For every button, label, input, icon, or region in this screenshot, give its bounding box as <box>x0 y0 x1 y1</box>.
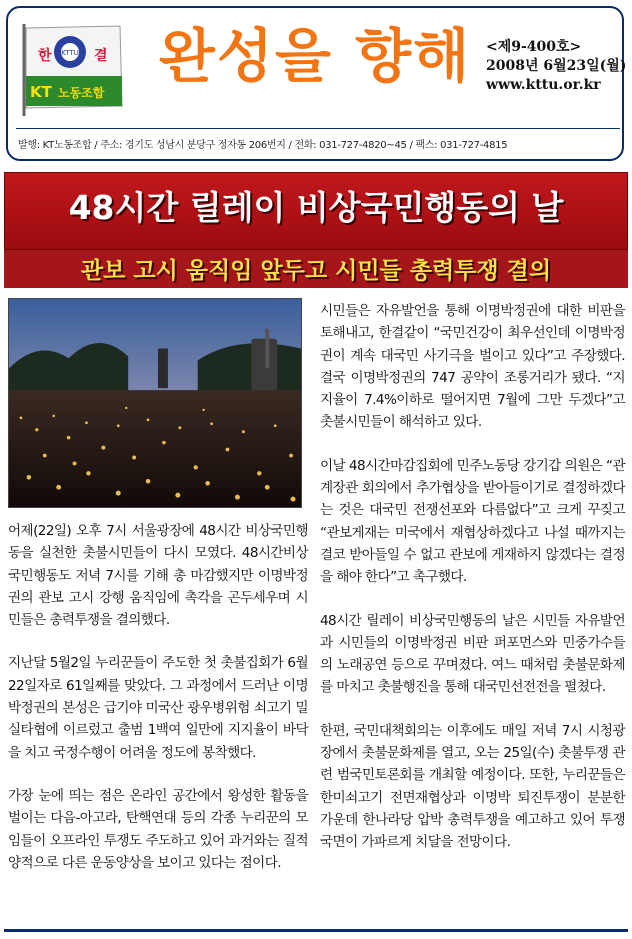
article-paragraph: 어제(22일) 오후 7시 서울광장에 48시간 비상국민행동을 실천한 촛불시민들이 다시 모였다. 48시간비상국민행동도 저녁 7시를 기해 총 마감했지만 이명박정권의 관보 고시 강행 움직임에 촉각을 곤두세우며 시민들은 총력투쟁을 결의했다. <box>8 523 308 629</box>
article-paragraph: 시민들은 자유발언을 통해 이명박정권에 대한 비판을 토해내고, 한결같이 “국민건강이 최우선인데 이명박정권이 계속 대국민 사기극을 벌이고 있다”고 주장했다. 결국 이명박정권의 747 공약이 조롱거리가 됐다. “지지율이 7.4%이하로 떨어지면 7월에 그만 두겠다”고 촛불시민들이 해석하고 있다. <box>320 303 625 431</box>
svg-text:노동조합: 노동조합 <box>58 86 105 100</box>
article-paragraph: 48시간 릴레이 비상국민행동의 날은 시민들 자유발언과 시민들의 이명박정권 비판 퍼포먼스와 민중가수들의 노래공연 등으로 꾸며졌다. 여느 때처럼 촛불문화제를 마치고 촛불행진을 통해 대국민선전전을 펼쳤다. <box>320 612 625 696</box>
svg-text:결: 결 <box>94 48 108 64</box>
flag-emblem-text: KTTU <box>61 49 79 57</box>
article-paragraph: 한편, 국민대책회의는 이후에도 매일 저녁 7시 시청광장에서 촛불문화제를 열고, 오는 25일(수) 촛불투쟁 관련 범국민토론회를 개최할 예정이다. 또한, 누리꾼들은 한미쇠고기 전면재협상과 이명박 퇴진투쟁이 분분한 가운데 한나라당 압박 총력투쟁을 예고하고 있어 투쟁 국면이 가파르게 치달을 전망이다. <box>320 722 625 851</box>
article-right-column <box>320 300 625 875</box>
publisher-info: 발행: KT노동조합 / 주소: 경기도 성남시 분당구 정자동 206번지 / 전화: 031-727-4820~45 / 팩스: 031-727-4815 <box>18 140 508 151</box>
masthead-divider <box>16 128 620 129</box>
issue-date: 2008년 6월23일(월) <box>486 58 627 74</box>
issue-number: <제9-400호> <box>486 39 582 55</box>
candlelight-rally-photo <box>8 298 302 508</box>
article-paragraph: 이날 48시간마감집회에 민주노동당 강기갑 의원은 “관계장관 회의에서 추가협상을 받아들이기로 결정하겠다는 것은 대국민 전쟁선포와 다름없다”고 크게 꾸짖고 “관보게재는 미국에서 재협상하겠다고 나설 때까지는 결코 받아들일 수 없고 관보에 게재하지 않겠다는 결정을 해야 한다”고 촉구했다. <box>320 457 625 586</box>
main-headline: 48시간 릴레이 비상국민행동의 날 <box>68 188 564 227</box>
subheadline: 관보 고시 움직임 앞두고 시민들 총력투쟁 결의 <box>80 258 552 284</box>
svg-text:한: 한 <box>38 48 52 64</box>
article-paragraph: 지난달 5월2일 누리꾼들이 주도한 첫 촛불집회가 6월 22일자로 61일째를 맞았다. 그 과정에서 드러난 이명박정권의 본성은 급기야 미국산 광우병위험 쇠고기 밀실타협에 이르렀고 출범 1백여 일만에 지지율이 바닥을 치고 국정수행이 어려울 정도에 봉착했다. <box>8 655 308 761</box>
svg-text:KT: KT <box>30 83 52 101</box>
issue-info <box>486 38 627 95</box>
kttu-flag-logo <box>14 18 126 118</box>
article-left-column <box>8 520 308 895</box>
newsletter-title: 완성을 향해 <box>158 22 472 90</box>
article-paragraph: 가장 눈에 띄는 점은 온라인 공간에서 왕성한 활동을 벌이는 다음-아고라, 탄핵연대 등의 각종 누리꾼의 모임들이 오프라인 투쟁도 주도하고 있어 과거와는 질적 양적으로 다른 운동양상을 보이고 있다는 점이다. <box>8 787 308 871</box>
website-url[interactable]: www.kttu.or.kr <box>486 77 601 93</box>
footer-rule <box>4 929 628 932</box>
